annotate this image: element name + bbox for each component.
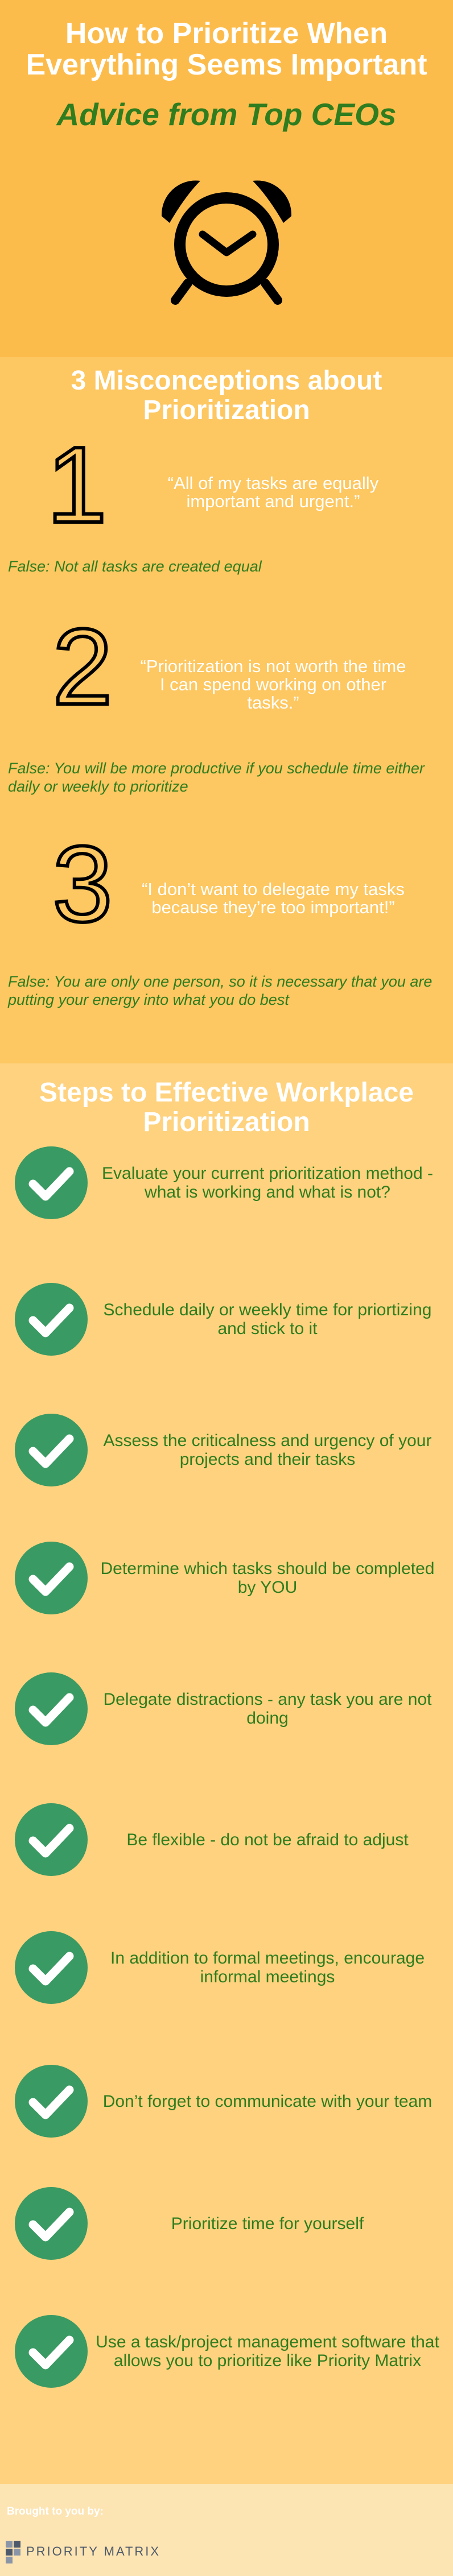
footer-section: [0, 2484, 453, 2576]
misconception-number-2: [46, 624, 120, 710]
header-section: [0, 0, 453, 357]
step-text-4: Determine which tasks should be completed by YOU: [100, 1559, 435, 1597]
checkmark-circle-icon: [14, 1671, 89, 1746]
checkmark-circle-icon: [14, 2314, 89, 2389]
priority-matrix-logo-text: PRIORITY MATRIX: [26, 2544, 161, 2558]
checkmark-circle-icon: [14, 1145, 89, 1220]
brought-to-you-label: Brought to you by:: [7, 2505, 104, 2517]
page-title: How to Prioritize When Everything Seems Important: [26, 17, 427, 81]
misconception-quote-2: “Prioritization is not worth the time I can spend working on other tasks.”: [140, 656, 406, 713]
step-text-9: Prioritize time for yourself: [171, 2214, 364, 2233]
step-text-3: Assess the criticalness and urgency of your projects and their tasks: [103, 1431, 432, 1469]
misconception-quote-3: “I don’t want to delegate my tasks because they’re too important!”: [142, 879, 405, 917]
page-subtitle: Advice from Top CEOs: [56, 97, 397, 132]
priority-matrix-logo: [6, 2538, 161, 2565]
misconception-false-2: False: You will be more productive if you schedule time either daily or weekly to prioritize: [8, 760, 425, 795]
step-text-1: Evaluate your current prioritization method - what is working and what is not?: [102, 1164, 433, 1202]
step-text-7: In addition to formal meetings, encourage informal meetings: [110, 1949, 425, 1986]
checkmark-circle-icon: [14, 1930, 89, 2005]
steps-section: [0, 1063, 453, 2484]
misconception-quote-1: “All of my tasks are equally important and urgent.”: [167, 473, 379, 511]
checkmark-circle-icon: [14, 1540, 89, 1616]
steps-title: Steps to Effective Workplace Prioritization: [39, 1078, 414, 1137]
misconception-false-1: False: Not all tasks are created equal: [8, 558, 262, 575]
misconceptions-section: [0, 357, 453, 1063]
step-text-8: Don’t forget to communicate with your team: [102, 2092, 433, 2111]
checkmark-circle-icon: [14, 2064, 89, 2139]
step-text-6: Be flexible - do not be afraid to adjust: [126, 1830, 409, 1849]
svg-text:3: 3: [52, 842, 113, 927]
misconception-false-3: False: You are only one person, so it is necessary that you are putting your energy into what you do best: [8, 973, 433, 1008]
priority-matrix-logo-icon: [6, 2538, 23, 2565]
checkmark-circle-icon: [14, 1413, 89, 1488]
step-text-2: Schedule daily or weekly time for priortizing and stick to it: [103, 1301, 432, 1338]
misconception-number-3: [46, 842, 120, 927]
checkmark-circle-icon: [14, 2186, 89, 2261]
misconception-number-1: [40, 442, 114, 528]
misconceptions-title: 3 Misconceptions about Prioritization: [71, 366, 382, 425]
svg-text:1: 1: [47, 442, 107, 528]
svg-text:2: 2: [52, 624, 113, 710]
step-text-5: Delegate distractions - any task you are not doing: [103, 1690, 432, 1728]
checkmark-circle-icon: [14, 1802, 89, 1877]
step-text-10: Use a task/project management software that allows you to prioritize like Priority Matrix: [96, 2333, 439, 2370]
alarm-clock-icon: [153, 175, 300, 306]
checkmark-circle-icon: [14, 1282, 89, 1357]
